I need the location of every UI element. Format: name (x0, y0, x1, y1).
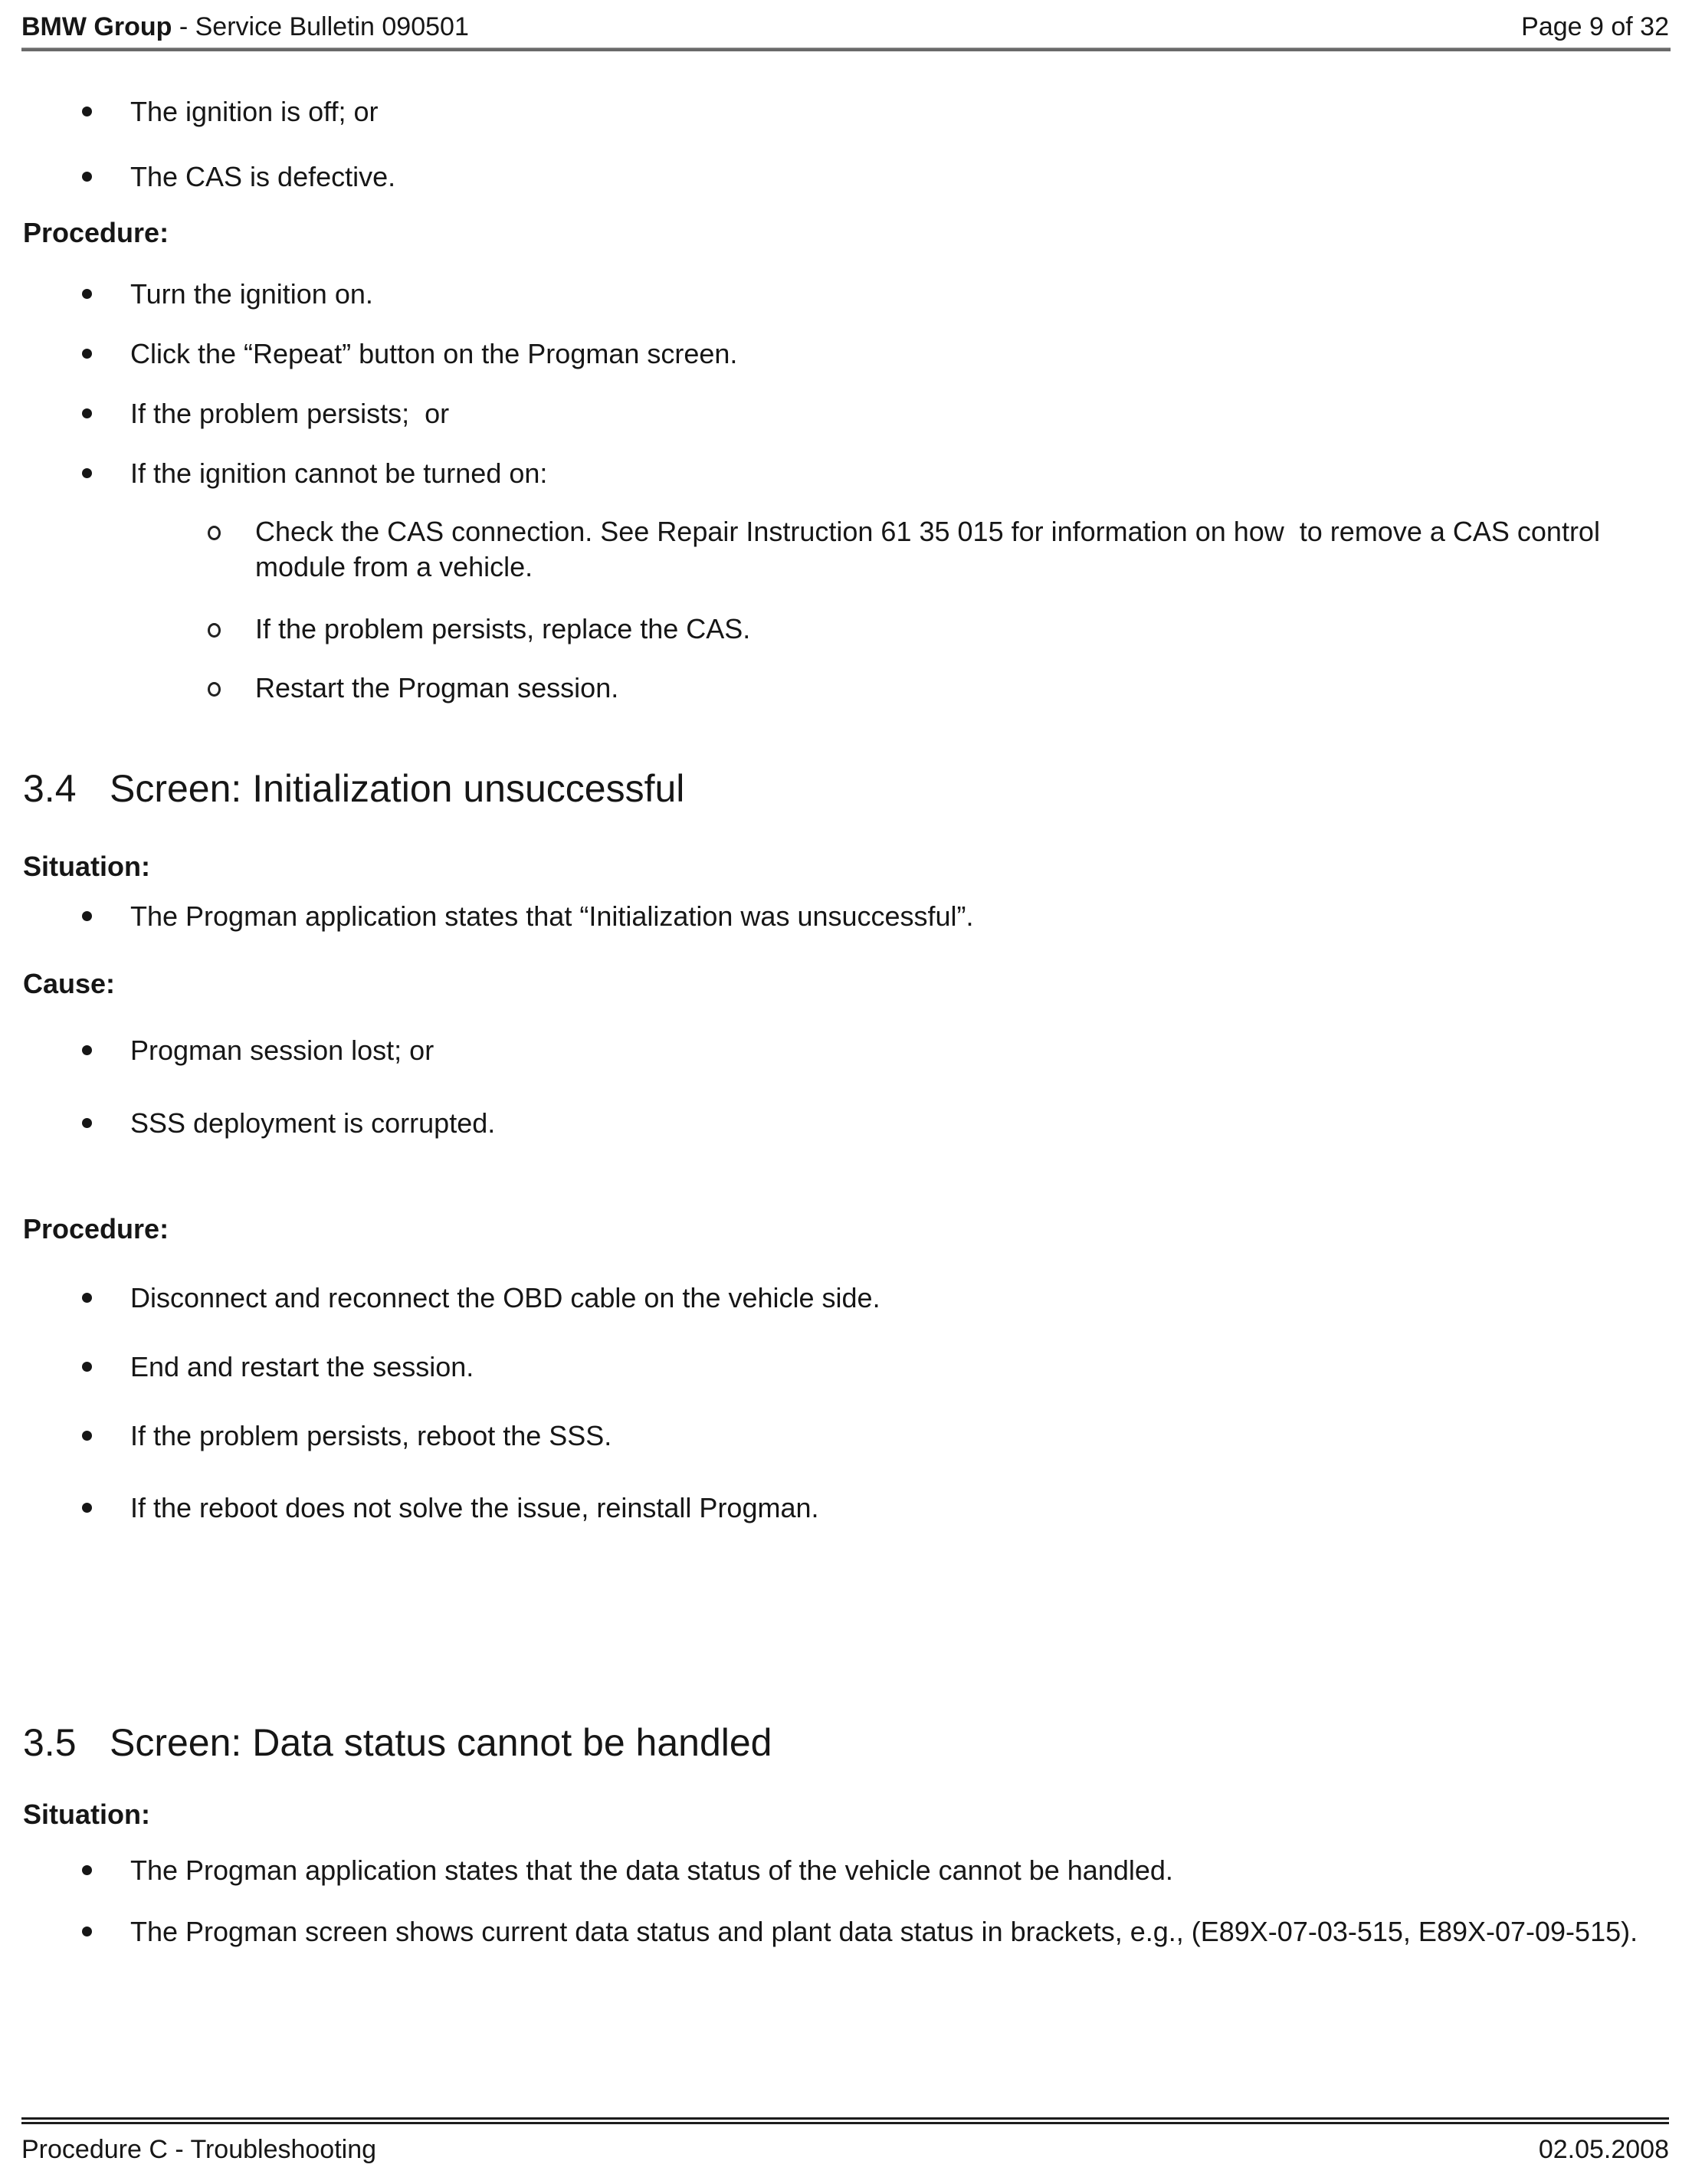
bullet-item (21, 94, 1649, 130)
section-number: 3.4 (23, 767, 77, 810)
header-title-rest: - Service Bulletin 090501 (172, 12, 469, 41)
bullet-text: Click the “Repeat” button on the Progman screen. (130, 338, 738, 369)
footer-rule (21, 2117, 1669, 2124)
disc-bullet-icon (80, 396, 130, 418)
bullet-text: The Progman screen shows current data status and plant data status in brackets, e.g., (E89X-07-03-515, E89X-07-09-515). (130, 1916, 1638, 1947)
bullet-item (21, 456, 1649, 491)
sub-bullet-item (21, 671, 1649, 706)
disc-bullet-icon (80, 159, 130, 182)
disc-bullet-icon (80, 277, 130, 299)
bullet-text: If the ignition cannot be turned on: (130, 457, 548, 489)
sub-bullet-text: Check the CAS connection. See Repair Instruction 61 35 015 for information on how to remove a CAS control module from a vehicle. (255, 516, 1608, 582)
bullet-text: If the problem persists; or (130, 398, 450, 429)
disc-bullet-icon (80, 94, 130, 116)
bullet-text: SSS deployment is corrupted. (130, 1107, 496, 1139)
page-indicator: Page 9 of 32 (1521, 12, 1669, 41)
bullet-text: The ignition is off; or (130, 96, 379, 127)
situation-label: Situation: (23, 851, 150, 882)
circle-bullet-icon (208, 671, 255, 697)
bullet-text: End and restart the session. (130, 1351, 474, 1382)
bullet-item (21, 1914, 1649, 1950)
bullet-item (21, 336, 1649, 372)
bullet-item (21, 396, 1649, 431)
bullet-item (21, 1281, 1649, 1316)
page-content (0, 94, 1692, 1950)
footer-right: 02.05.2008 (1538, 2135, 1669, 2164)
section-title: Screen: Initialization unsuccessful (110, 767, 685, 810)
bullet-item (21, 1106, 1649, 1141)
situation-label: Situation: (23, 1799, 150, 1830)
disc-bullet-icon (80, 1349, 130, 1372)
circle-bullet-icon (208, 514, 255, 540)
header-rule (21, 48, 1671, 51)
section-title: Screen: Data status cannot be handled (110, 1721, 772, 1764)
bullet-text: Progman session lost; or (130, 1035, 434, 1066)
circle-bullet-icon (208, 612, 255, 638)
bullet-item (21, 1033, 1649, 1068)
bullet-item (21, 1490, 1649, 1526)
bullet-item (21, 277, 1649, 312)
sub-bullet-item (21, 612, 1649, 647)
disc-bullet-icon (80, 336, 130, 359)
bullet-item (21, 159, 1649, 195)
header-title (21, 11, 469, 43)
procedure-label: Procedure: (23, 1213, 169, 1244)
section-heading-3-5 (23, 1719, 1649, 1766)
bullet-text: If the problem persists, reboot the SSS. (130, 1420, 612, 1451)
disc-bullet-icon (80, 1281, 130, 1303)
bullet-text: Disconnect and reconnect the OBD cable on the vehicle side. (130, 1282, 880, 1313)
footer-left: Procedure C - Troubleshooting (21, 2135, 377, 2164)
sub-bullet-text: If the problem persists, replace the CAS. (255, 613, 751, 644)
cause-label: Cause: (23, 968, 116, 999)
disc-bullet-icon (80, 1106, 130, 1128)
disc-bullet-icon (80, 1418, 130, 1441)
sub-bullet-item (21, 514, 1649, 585)
bullet-text: The CAS is defective. (130, 161, 396, 192)
page-header (0, 0, 1692, 48)
bullet-text: Turn the ignition on. (130, 278, 373, 310)
bullet-text: The Progman application states that “Initialization was unsuccessful”. (130, 900, 974, 932)
bullet-item (21, 1349, 1649, 1385)
procedure-label: Procedure: (23, 217, 169, 248)
bullet-item (21, 899, 1649, 934)
disc-bullet-icon (80, 1853, 130, 1875)
bullet-item (21, 1853, 1649, 1888)
disc-bullet-icon (80, 1033, 130, 1055)
sub-bullet-text: Restart the Progman session. (255, 672, 619, 703)
header-title-bold: BMW Group (21, 12, 172, 41)
disc-bullet-icon (80, 1914, 130, 1936)
disc-bullet-icon (80, 899, 130, 921)
section-number: 3.5 (23, 1721, 77, 1764)
bullet-text: The Progman application states that the data status of the vehicle cannot be handled. (130, 1854, 1173, 1886)
section-heading-3-4 (23, 765, 1649, 812)
bullet-text: If the reboot does not solve the issue, reinstall Progman. (130, 1492, 819, 1523)
page-footer (21, 2117, 1669, 2184)
disc-bullet-icon (80, 1490, 130, 1513)
disc-bullet-icon (80, 456, 130, 478)
bullet-item (21, 1418, 1649, 1454)
